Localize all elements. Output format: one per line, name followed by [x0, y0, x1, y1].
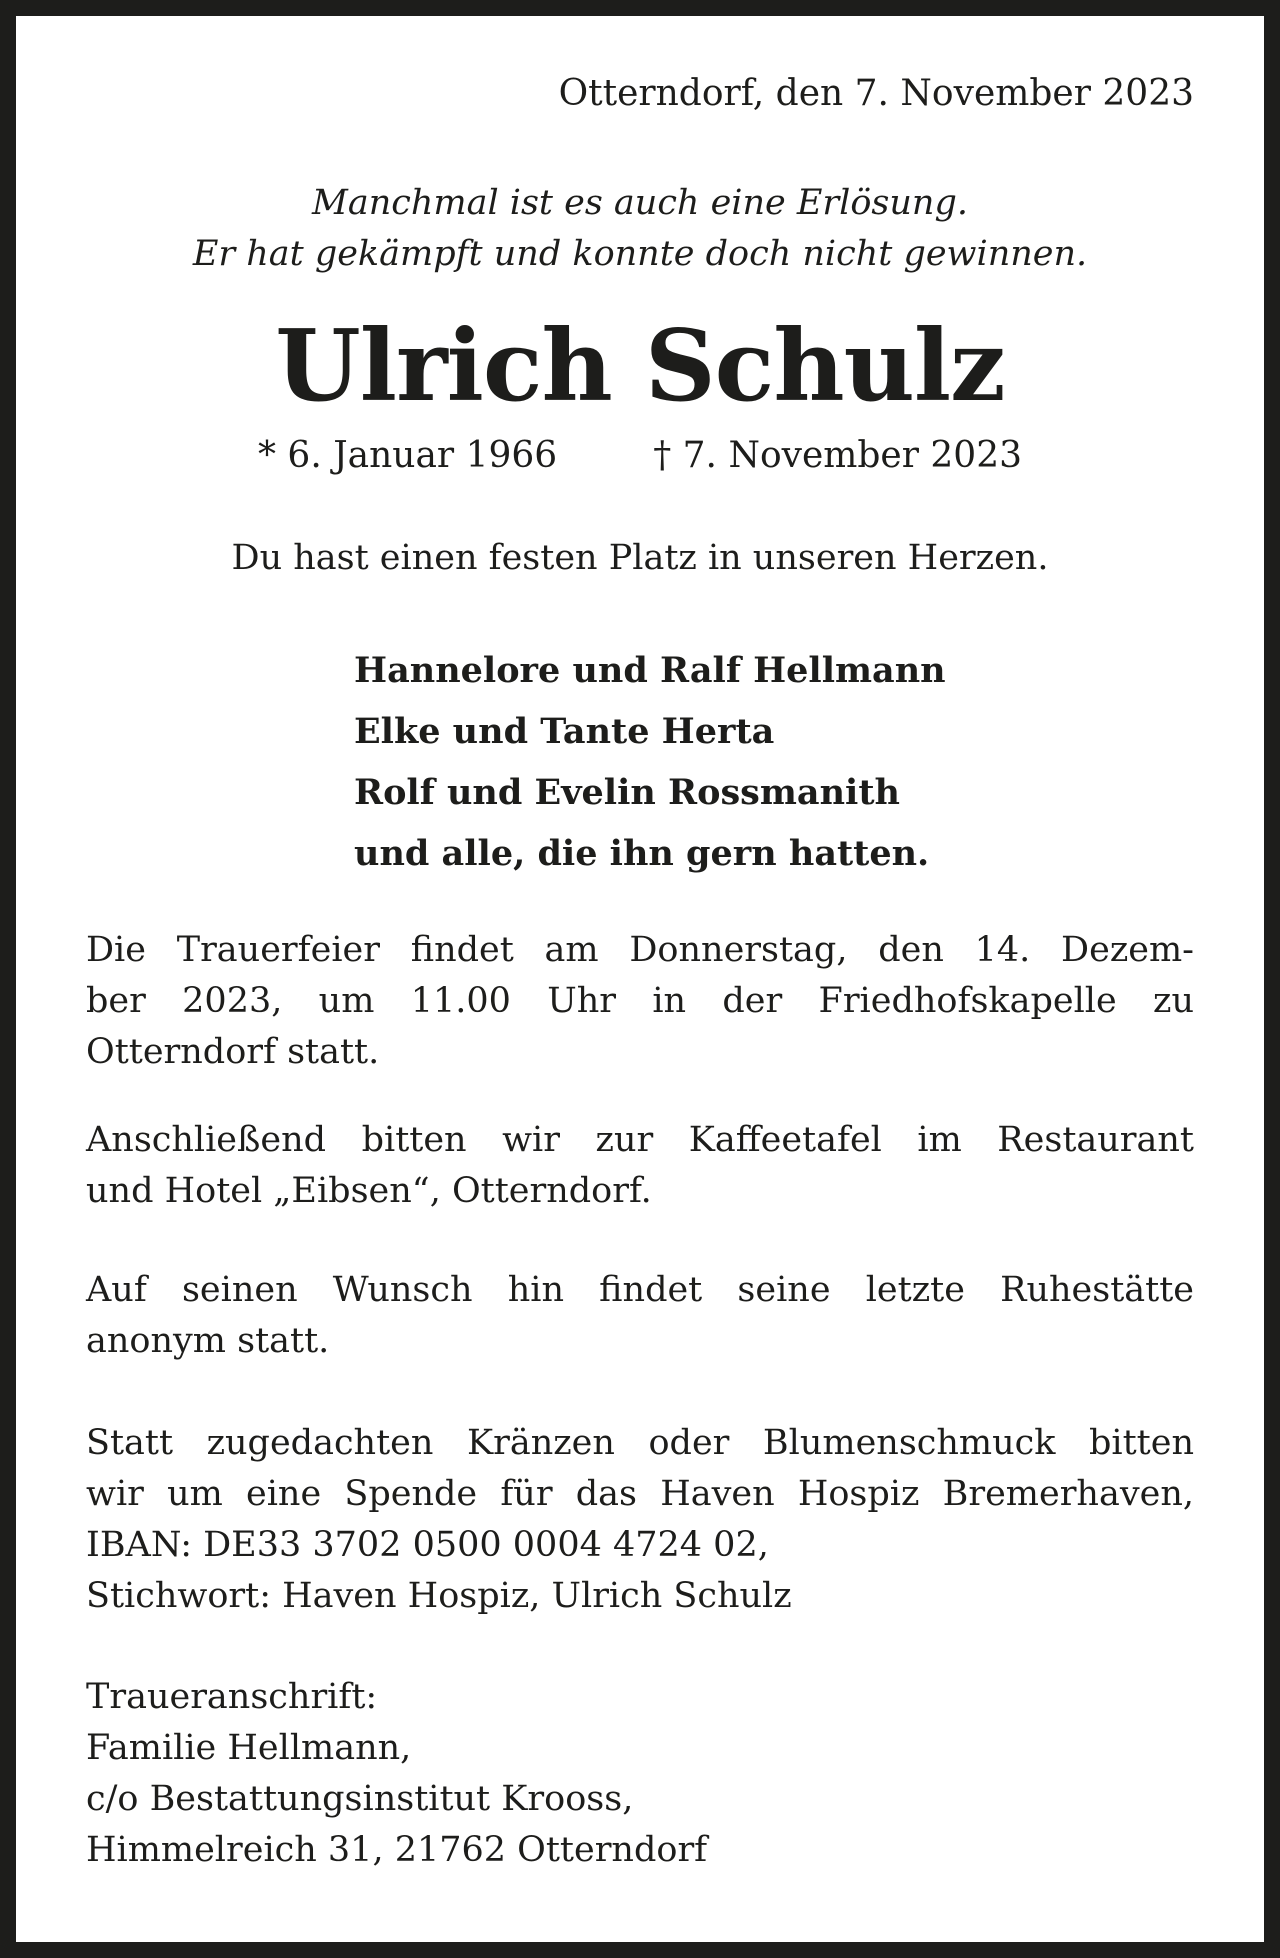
verse-line: Manchmal ist es auch eine Erlösung. — [312, 183, 968, 223]
verse — [0, 178, 1280, 280]
address-line: Familie Hellmann, — [86, 1728, 412, 1768]
funeral-paragraph — [86, 925, 1194, 1078]
address-block — [86, 1672, 1194, 1876]
death-date: † 7. November 2023 — [653, 435, 1023, 476]
donation-line: Stichwort: Haven Hospiz, Ulrich Schulz — [86, 1576, 792, 1616]
address-line: c/o Bestattungsinstitut Krooss, — [86, 1779, 634, 1819]
burial-paragraph — [86, 1265, 1194, 1367]
burial-line: anonym statt. — [86, 1321, 330, 1361]
reception-paragraph — [86, 1115, 1194, 1217]
motto: Du hast einen festen Platz in unseren Herzen. — [231, 538, 1049, 578]
mourners-list — [354, 640, 946, 884]
reception-line: Anschließend bitten wir zur Kaffeetafel im Restaurant — [86, 1120, 1194, 1160]
donation-line: IBAN: DE33 3702 0500 0004 4724 02, — [86, 1525, 769, 1565]
place-date: Otterndorf, den 7. November 2023 — [558, 73, 1194, 114]
birth-date: * 6. Januar 1966 — [257, 435, 558, 476]
mourner-line: Elke und Tante Herta — [354, 711, 775, 752]
life-dates — [0, 435, 1280, 476]
verse-line: Er hat gekämpft und konnte doch nicht gewinnen. — [192, 234, 1088, 274]
funeral-line: Otterndorf statt. — [86, 1032, 380, 1072]
mourner-line: Rolf und Evelin Rossmanith — [354, 772, 900, 813]
reception-line: und Hotel „Eibsen“, Otterndorf. — [86, 1171, 652, 1211]
donation-paragraph — [86, 1418, 1194, 1622]
deceased-name: Ulrich Schulz — [275, 309, 1005, 424]
address-line: Himmelreich 31, 21762 Otterndorf — [86, 1830, 708, 1870]
address-line: Traueranschrift: — [86, 1677, 378, 1717]
funeral-line: Die Trauerfeier findet am Donnerstag, den 14. Dezem- — [86, 930, 1194, 970]
donation-line: Statt zugedachten Kränzen oder Blumenschmuck bitten — [86, 1423, 1194, 1463]
burial-line: Auf seinen Wunsch hin findet seine letzte Ruhestätte — [86, 1270, 1194, 1310]
donation-line: wir um eine Spende für das Haven Hospiz Bremerhaven, — [86, 1474, 1194, 1514]
funeral-line: ber 2023, um 11.00 Uhr in der Friedhofskapelle zu — [86, 981, 1194, 1021]
mourner-line: Hannelore und Ralf Hellmann — [354, 650, 946, 691]
mourner-line: und alle, die ihn gern hatten. — [354, 833, 930, 874]
